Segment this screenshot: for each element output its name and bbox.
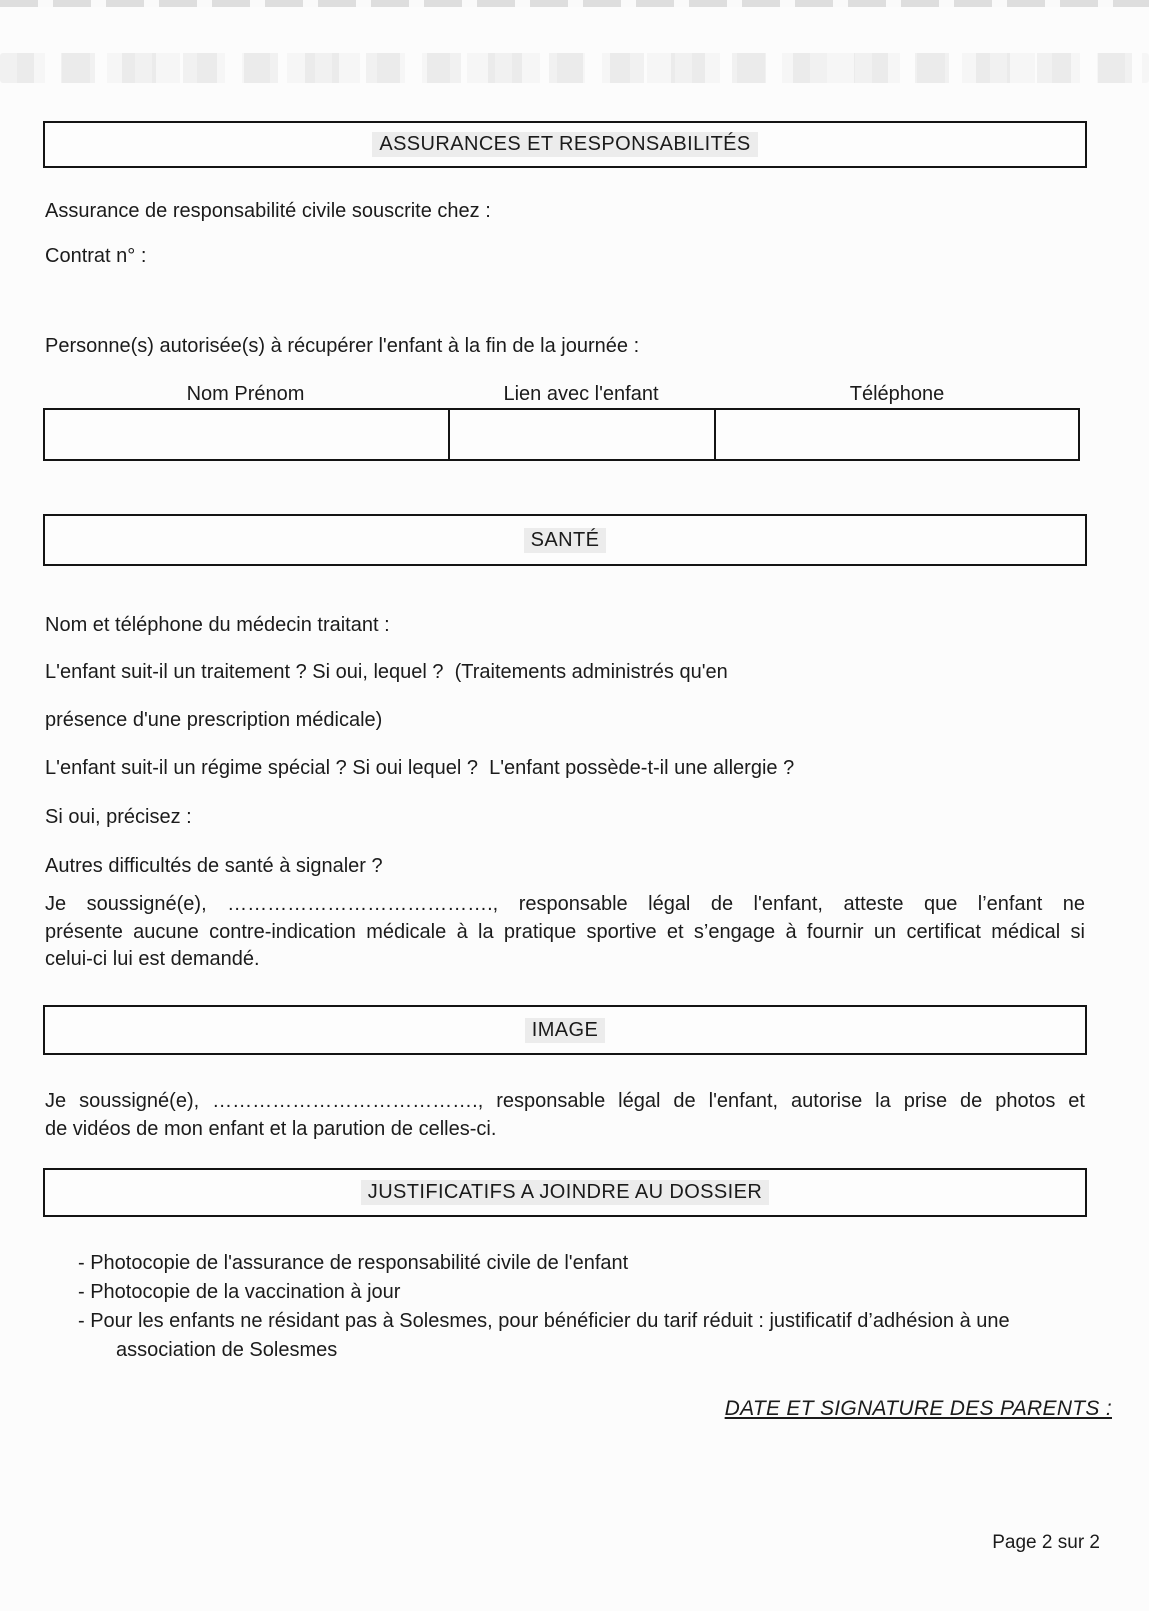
table-header-telephone: Téléphone (849, 383, 945, 405)
label-si-oui-precisez: Si oui, précisez : (45, 806, 192, 828)
attestation-line: Je soussigné(e), …………………………………., responsable légal de l'enfant, atteste que l’enfant ne (45, 893, 1085, 915)
label-personnes-autorisees: Personne(s) autorisée(s) à récupérer l'enfant à la fin de la journée : (45, 335, 640, 357)
table-header-nom-prenom: Nom Prénom (186, 383, 305, 405)
label-regime-allergie: L'enfant suit-il un régime spécial ? Si oui lequel ? L'enfant possède-t-il une allergie ? (45, 757, 795, 779)
section-title-assurances: ASSURANCES ET RESPONSABILITÉS (372, 132, 757, 157)
label-autres-difficultes: Autres difficultés de santé à signaler ? (45, 855, 383, 877)
page-number: Page 2 sur 2 (992, 1532, 1100, 1553)
section-box-image (43, 1005, 1087, 1055)
table-cell-lien-enfant (450, 410, 714, 459)
section-box-assurances (43, 121, 1087, 168)
label-prescription: présence d'une prescription médicale) (45, 709, 383, 731)
section-title-image: IMAGE (525, 1018, 605, 1043)
table-cell-telephone (716, 410, 1078, 459)
attestation-line: celui-ci lui est demandé. (45, 948, 260, 970)
authorized-persons-table (43, 408, 1080, 461)
justificatif-item-tarif-reduit-cont: association de Solesmes (116, 1339, 338, 1361)
image-authorization-line: Je soussigné(e), …………………………………., responsable légal de l'enfant, autorise la prise de photos et (45, 1090, 1085, 1112)
date-signature-label: DATE ET SIGNATURE DES PARENTS : (724, 1397, 1112, 1420)
section-title-justificatifs: JUSTIFICATIFS A JOINDRE AU DOSSIER (361, 1180, 769, 1205)
attestation-paragraph (45, 891, 1085, 974)
label-medecin-traitant: Nom et téléphone du médecin traitant : (45, 614, 390, 636)
table-header-lien-enfant: Lien avec l'enfant (503, 383, 659, 405)
attestation-line: présente aucune contre-indication médicale à la pratique sportive et s’engage à fournir un certificat médical si (45, 920, 1085, 943)
label-assurance-civile: Assurance de responsabilité civile souscrite chez : (45, 200, 491, 222)
section-box-sante (43, 514, 1087, 566)
image-authorization-line: de vidéos de mon enfant et la parution de celles-ci. (45, 1117, 497, 1140)
scan-artifact-gray-band (0, 53, 1149, 83)
image-authorization-paragraph (45, 1088, 1085, 1143)
justificatif-item-assurance: - Photocopie de l'assurance de responsabilité civile de l'enfant (78, 1252, 629, 1274)
table-cell-nom-prenom (45, 410, 448, 459)
justificatif-item-vaccination: - Photocopie de la vaccination à jour (78, 1281, 401, 1303)
label-traitement: L'enfant suit-il un traitement ? Si oui, lequel ? (Traitements administrés qu'en (45, 661, 728, 683)
label-contrat-numero: Contrat n° : (45, 245, 147, 267)
section-box-justificatifs (43, 1168, 1087, 1217)
section-title-sante: SANTÉ (524, 528, 607, 553)
scan-artifact-top-strip (0, 0, 1149, 7)
justificatif-item-tarif-reduit: - Pour les enfants ne résidant pas à Solesmes, pour bénéficier du tarif réduit : justificatif d’adhésion à une (78, 1310, 1010, 1332)
